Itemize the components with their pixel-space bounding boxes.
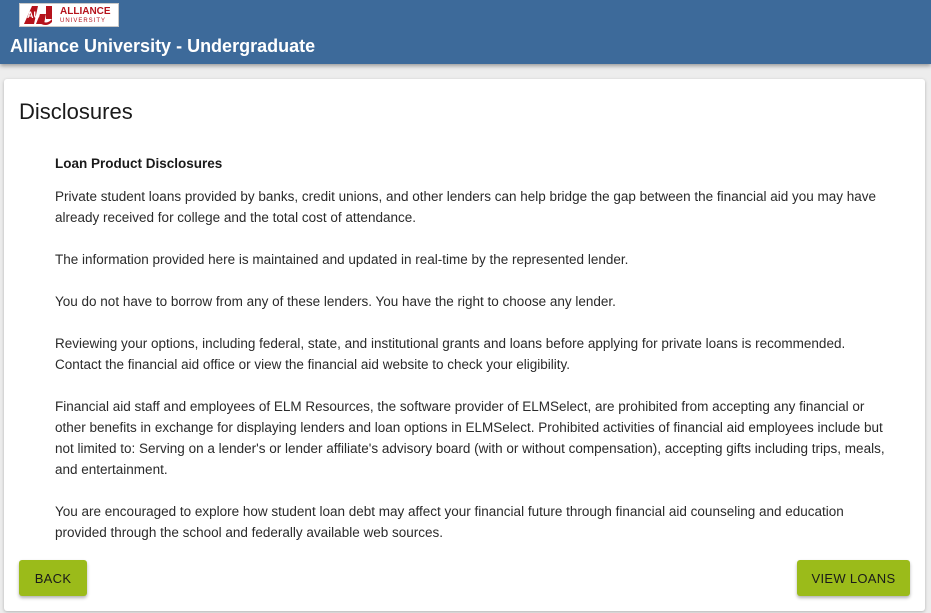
disclosure-paragraph: You do not have to borrow from any of these lenders. You have the right to choose any lender. [55,294,616,309]
section-heading: Loan Product Disclosures [55,156,223,171]
logo-mark-text: AU [27,10,40,20]
disclosure-paragraph: You are encouraged to explore how student loan debt may affect your financial future through financial aid counseling and education provided through the school and federally available web sources. [55,504,844,540]
back-button[interactable]: BACK [19,560,87,596]
logo-line1: ALLIANCE [60,5,111,17]
disclosure-paragraph: Reviewing your options, including federal, state, and institutional grants and loans before applying for private loans is recommended. Contact the financial aid office or view the financial aid website to check your eligibility. [55,336,846,372]
disclosure-content [55,153,885,564]
logo-mark-icon [22,4,58,26]
logo-text [60,7,111,24]
view-loans-button[interactable]: VIEW LOANS [797,560,910,596]
disclosures-card [4,79,925,611]
app-title: Alliance University - Undergraduate [10,36,316,56]
app-header [0,0,931,64]
logo-line2: UNIVERSITY [60,17,107,24]
disclosure-paragraph: Private student loans provided by banks, credit unions, and other lenders can help bridge the gap between the financial aid you may have already received for college and the total cost of attendance. [55,189,877,225]
page-title: Disclosures [19,99,133,124]
disclosure-paragraph: Financial aid staff and employees of ELM Resources, the software provider of ELMSelect, are prohibited from accepting any financial or other benefits in exchange for displaying lenders and loan options in ELMSelect. Prohibited activities of financial aid employees include but not limited to: Serving on a lender's or lender affiliate's advisory board (with or without compensation), accepting gifts including trips, meals, and entertainment. [55,399,885,477]
university-logo[interactable] [19,3,119,27]
disclosure-paragraph: The information provided here is maintained and updated in real-time by the represented lender. [55,252,629,267]
